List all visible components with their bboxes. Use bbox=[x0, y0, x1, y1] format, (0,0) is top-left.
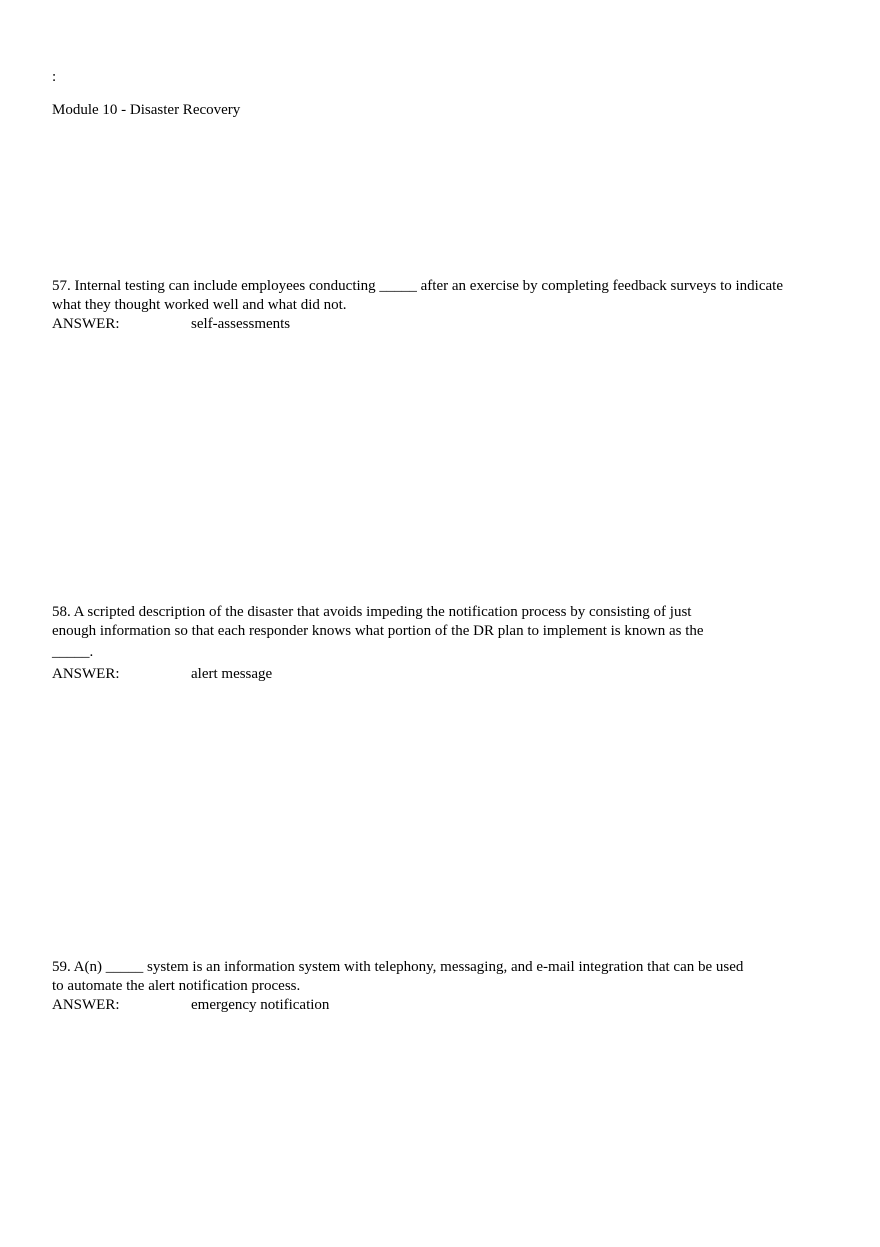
answer-row bbox=[52, 315, 842, 334]
answer-label: ANSWER: bbox=[52, 666, 120, 682]
answer-label: ANSWER: bbox=[52, 997, 120, 1013]
answer-label: ANSWER: bbox=[52, 316, 120, 332]
question-text: to automate the alert notification process. bbox=[52, 978, 301, 994]
question-text: what they thought worked well and what did not. bbox=[52, 297, 347, 313]
answer-value: alert message bbox=[191, 666, 273, 682]
answer-value: self-assessments bbox=[191, 316, 291, 332]
page-title: Module 10 - Disaster Recovery bbox=[52, 102, 241, 118]
question-59 bbox=[52, 958, 842, 1015]
answer-row bbox=[52, 665, 842, 684]
question-text: 57. Internal testing can include employees conducting _____ after an exercise by completing feedback surveys to indicate bbox=[52, 278, 783, 294]
question-text: 58. A scripted description of the disaster that avoids impeding the notification process by consisting of just bbox=[52, 604, 692, 620]
question-text: enough information so that each responder knows what portion of the DR plan to implement is known as the bbox=[52, 623, 704, 639]
answer-row bbox=[52, 996, 842, 1015]
answer-value: emergency notification bbox=[191, 997, 330, 1013]
question-58 bbox=[52, 603, 842, 684]
question-text: 59. A(n) _____ system is an information system with telephony, messaging, and e-mail integration that can be used bbox=[52, 959, 744, 975]
question-text: _____. bbox=[52, 644, 94, 660]
question-57 bbox=[52, 277, 842, 334]
header-colon: : bbox=[52, 69, 57, 85]
